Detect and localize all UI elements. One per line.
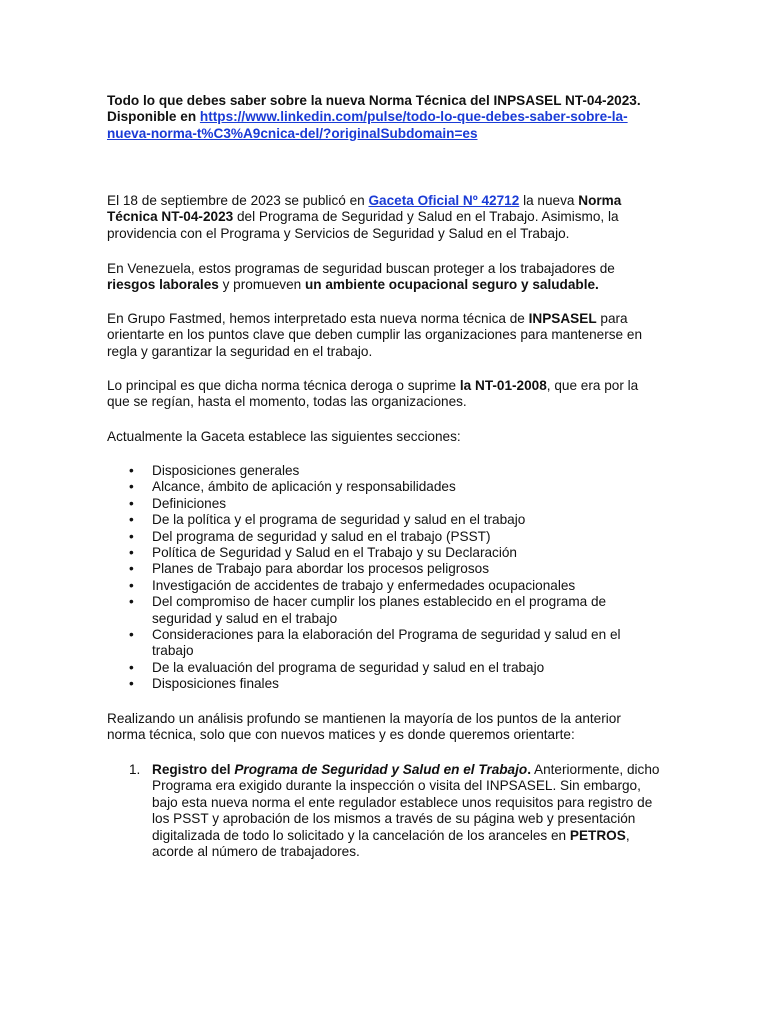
source-url-link[interactable]: https://www.linkedin.com/pulse/todo-lo-que-debes-saber-sobre-la- nueva-norma-t%C3%A9cnica-del/?originalSubdomain=es bbox=[107, 109, 628, 141]
available-prefix: Disponible en bbox=[107, 109, 200, 125]
paragraph-fastmed: En Grupo Fastmed, hemos interpretado esta nueva norma técnica de INPSASEL para orientarte en los puntos clave que deben cumplir las organizaciones para mantenerse en regla y garantizar la seguridad en el trabajo. bbox=[107, 311, 643, 359]
list-item: • Política de Seguridad y Salud en el Trabajo y su Declaración bbox=[129, 545, 517, 561]
bullet-icon: • bbox=[129, 594, 134, 610]
list-item: • Disposiciones finales bbox=[129, 676, 279, 692]
list-item: • Investigación de accidentes de trabajo y enfermedades ocupacionales bbox=[129, 577, 576, 593]
list-item: • Definiciones bbox=[129, 495, 227, 511]
bullet-icon: • bbox=[129, 627, 134, 643]
bullet-icon: • bbox=[129, 561, 134, 577]
paragraph-publication: El 18 de septiembre de 2023 se publicó en Gaceta Oficial Nº 42712 la nueva Norma Técnica NT-04-2023 del Programa de Seguridad y Salud en el Trabajo. Asimismo, la providencia con el Programa y Servicios de Seguridad y Salud en el Trabajo. bbox=[107, 193, 622, 241]
list-item: • Alcance, ámbito de aplicación y responsabilidades bbox=[129, 479, 456, 495]
bullet-icon: • bbox=[129, 495, 134, 511]
list-item: • Del programa de seguridad y salud en el trabajo (PSST) bbox=[129, 528, 491, 544]
paragraph-venezuela: En Venezuela, estos programas de seguridad buscan proteger a los trabajadores de riesgos laborales y promueven un ambiente ocupacional seguro y saludable. bbox=[107, 261, 615, 293]
document-header bbox=[107, 93, 662, 142]
list-item: 1. Registro del Programa de Seguridad y Salud en el Trabajo. Anteriormente, dicho Programa era exigido durante la inspección o visita del INPSASEL. Sin embargo, bajo esta nueva norma el ente regulador establece unos requisitos para registro de los PSST y aprobación de los mismos a través de su página web y presentación digitalizada de todo lo solicitado y la cancelación de los aranceles en PETROS, acorde al número de trabajadores. bbox=[129, 762, 660, 860]
bullet-icon: • bbox=[129, 577, 134, 593]
paragraph-derogation: Lo principal es que dicha norma técnica deroga o suprime la NT-01-2008, que era por la que se regían, hasta el momento, todas las organizaciones. bbox=[107, 378, 639, 410]
paragraph-sections-intro: Actualmente la Gaceta establece las siguientes secciones: bbox=[107, 429, 461, 444]
sections-list bbox=[107, 463, 662, 693]
bullet-icon: • bbox=[129, 676, 134, 692]
bullet-icon: • bbox=[129, 463, 134, 478]
bullet-icon: • bbox=[129, 512, 134, 528]
gaceta-oficial-link[interactable]: Gaceta Oficial Nº 42712 bbox=[368, 193, 520, 208]
list-number: 1. bbox=[129, 762, 141, 777]
numbered-list bbox=[107, 762, 662, 860]
paragraph-analysis: Realizando un análisis profundo se mantienen la mayoría de los puntos de la anterior norma técnica, solo que con nuevos matices y es donde queremos orientarte: bbox=[107, 711, 621, 743]
list-item: • Disposiciones generales bbox=[129, 463, 300, 478]
list-item: • De la política y el programa de seguridad y salud en el trabajo bbox=[129, 512, 526, 528]
bullet-icon: • bbox=[129, 528, 134, 544]
list-item: • Planes de Trabajo para abordar los procesos peligrosos bbox=[129, 561, 490, 577]
bullet-icon: • bbox=[129, 479, 134, 495]
bullet-icon: • bbox=[129, 545, 134, 561]
document-title: Todo lo que debes saber sobre la nueva Norma Técnica del INPSASEL NT-04-2023. bbox=[107, 93, 641, 108]
bullet-icon: • bbox=[129, 659, 134, 675]
list-item: • Del compromiso de hacer cumplir los planes establecido en el programa de seguridad y salud en el trabajo bbox=[129, 594, 607, 626]
list-item: • Consideraciones para la elaboración del Programa de seguridad y salud en el trabajo bbox=[129, 627, 621, 659]
list-item: • De la evaluación del programa de seguridad y salud en el trabajo bbox=[129, 659, 545, 675]
